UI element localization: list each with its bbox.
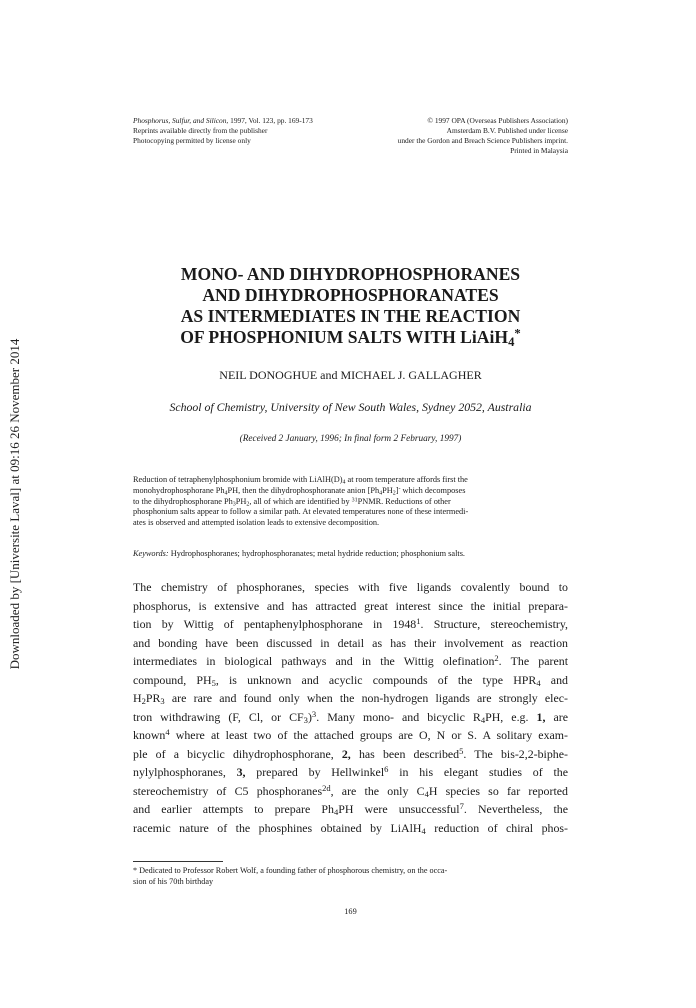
footnote-line: sion of his 70th birthday (133, 877, 214, 886)
side-download-note (0, 0, 30, 1008)
body-line: tron withdrawing (F, Cl, or $CF_3)^3$. Many mono- and bicyclic $R_4PH$, e.g. 1, are (133, 708, 568, 725)
abstract-line: Reduction of tetraphenylphosphonium bromide with $LiAlH(D)_4$ at room temperature affords first the (133, 475, 468, 486)
header-printed-line: Printed in Malaysia (510, 146, 568, 155)
keywords (133, 549, 568, 558)
paper-title (133, 264, 568, 348)
body-line: compound, $PH_5$, is unknown and acyclic compounds of the type $HPR_4$ and (133, 672, 568, 688)
header-left (133, 116, 313, 146)
body-line: racemic nature of the phosphines obtained by LiAlH$_4$ reduction of chiral phos- (133, 820, 568, 836)
keywords-text: Hydrophosphoranes; hydrophosphoranates; metal hydride reduction; phosphonium salts. (170, 549, 465, 558)
header-right (398, 116, 568, 156)
header-photocopy-line: Photocopying permitted by license only (133, 136, 251, 145)
body-line: and earlier attempts to prepare $Ph_4PH$ were unsuccessful$^7$. Nevertheless, the (133, 801, 568, 818)
abstract-line: ates is observed and attempted isolation leads to extensive decomposition. (133, 518, 380, 528)
title-line-2: AND DIHYDROPHOSPHORANATES (202, 285, 499, 305)
header-reprints-line: Reprints available directly from the publisher (133, 126, 268, 135)
page-number: 169 (344, 907, 357, 916)
body-line: known$^4$ where at least two of the attached groups are O, N or S. A solitary exam- (133, 727, 568, 742)
header-license-line: Amsterdam B.V. Published under license (446, 126, 568, 135)
abstract-line: monohydrophosphorane $Ph_4PH$, then the dihydrophosphoranate anion $[Ph_4PH_2]^-$ which decomposes (133, 485, 466, 497)
header-imprint-line: under the Gordon and Breach Science Publishers imprint. (397, 136, 568, 145)
header-copyright-line: © 1997 OPA (Overseas Publishers Association) (427, 116, 568, 125)
body-line: phosphorus, is extensive and has attracted great interest since the initial prepara- (133, 598, 568, 613)
received-dates: (Received 2 January, 1996; In final form 2 February, 1997) (239, 434, 462, 444)
footnote-rule (133, 861, 223, 862)
body-line: $H_2PR_3$ are rare and found only when the non-hydrogen ligands are strongly elec- (133, 691, 568, 707)
footnote-line: * Dedicated to Professor Robert Wolf, a founding father of phosphorous chemistry, on the occa- (133, 866, 448, 875)
abstract-line: phosphonium salts appear to follow a similar path. At elevated temperatures none of these intermedi- (133, 507, 469, 517)
body-line: ple of a bicyclic dihydrophosphorane, 2, has been described$^5$. The bis-2,2-biphe- (133, 745, 568, 761)
download-stamp: Downloaded by [Universite Laval] at 09:16 26 November 2014 (7, 338, 22, 670)
body-line: stereochemistry of C5 phosphoranes$^{2d}$, are the only $C_4H$ species so far reported (133, 782, 568, 799)
abstract-line: to the dihydrophosphorane $Ph_3PH_2$, all of which are identified by $^{31}$PNMR. Reductions of other (133, 496, 451, 508)
title-line-4: OF PHOSPHONIUM SALTS WITH LiAiH$_4$* (180, 326, 521, 350)
abstract (133, 475, 568, 529)
body-line: and bonding have been discussed in detail as has their involvement as reaction (133, 635, 568, 650)
title-line-1: MONO- AND DIHYDROPHOSPHORANES (180, 264, 521, 284)
affiliation: School of Chemistry, University of New South Wales, Sydney 2052, Australia (169, 400, 532, 414)
body-line: intermediates in biological pathways and in the Wittig olefination$^2$. The parent (133, 653, 568, 668)
body-line: nylylphosphoranes, 3, prepared by Hellwinkel$^6$ in his elegant studies of the (133, 764, 568, 779)
keywords-label: Keywords: (133, 549, 169, 558)
footnote (133, 865, 568, 887)
title-line-3: AS INTERMEDIATES IN THE REACTION (180, 306, 521, 326)
body-line: The chemistry of phosphoranes, species with five ligands covalently bound to (133, 580, 568, 594)
body-line: tion by Wittig of pentaphenylphosphorane in 1948$^1$. Structure, stereochemistry, (133, 616, 568, 631)
header-journal-line: Phosphorus, Sulfur, and Silicon, 1997, Vol. 123, pp. 169-173 (133, 116, 313, 125)
body-text (133, 578, 568, 837)
authors: NEIL DONOGHUE and MICHAEL J. GALLAGHER (219, 368, 482, 382)
